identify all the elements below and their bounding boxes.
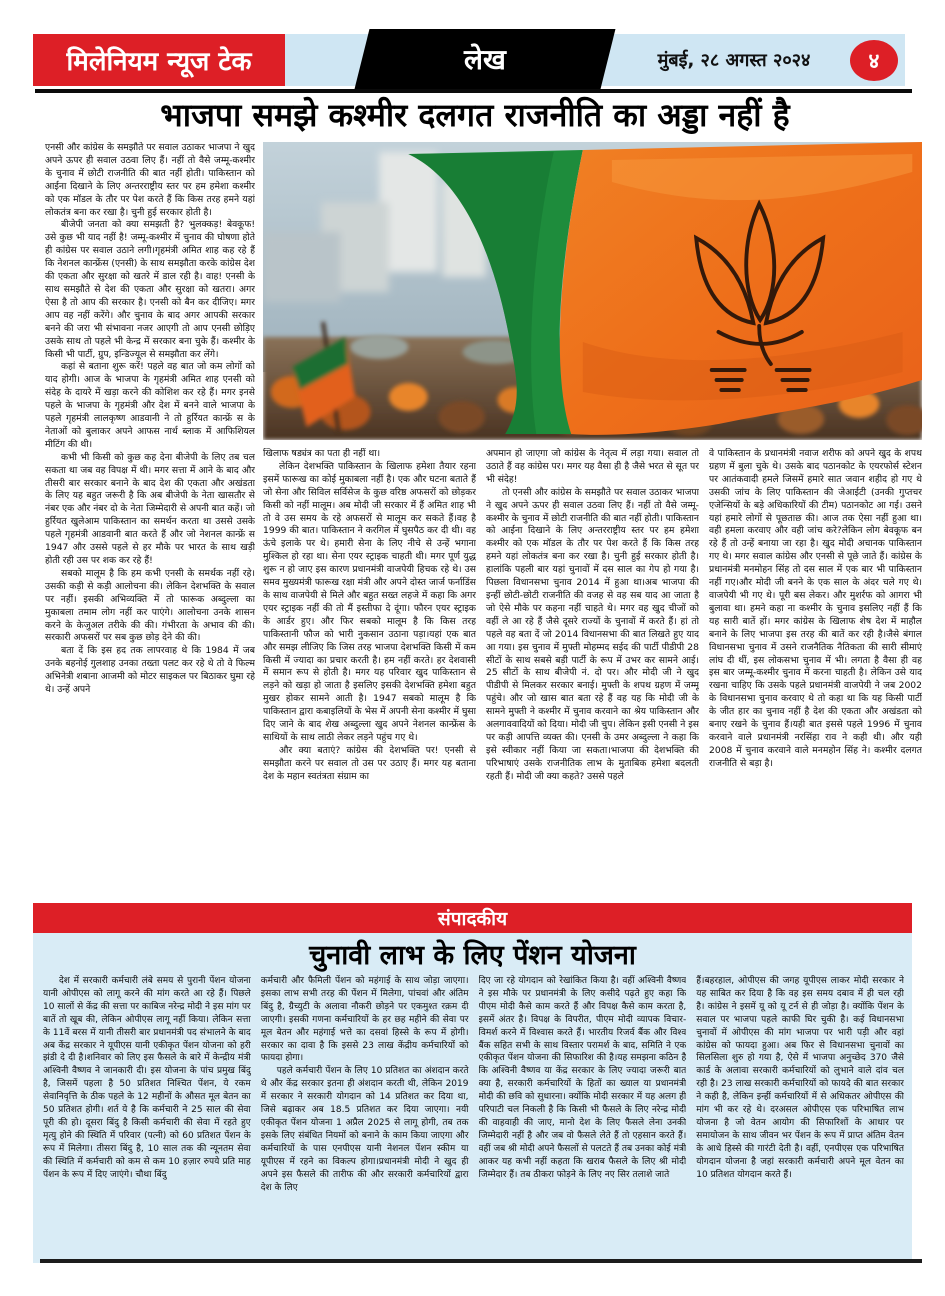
footer-rule xyxy=(40,1259,922,1263)
newspaper-logo xyxy=(33,34,285,86)
article-right-area xyxy=(263,142,922,903)
editorial-column-2 xyxy=(261,975,469,1255)
paragraph: एनसी और कांग्रेस के समझौते पर सवाल उठाकर भाजपा ने खुद अपने ऊपर ही सवाल उठवा लिए हैं। नहीं तो वैसे जम्मू-कश्मीर के चुनाव में छोटी राजनीति की बात नहीं होती। पाकिस्तान को आईना दिखाने के लिए अन्तरराष्ट्रीय स्तर पर हम हमेशा कश्मीर को एक मॉडल के तौर पर पेश करते हैं कि किस तरह हमने यहां लोकतंत्र बना कर रखा है। चुनी हुई सरकार होती है। xyxy=(45,142,255,218)
article-column-2 xyxy=(263,448,476,903)
article-column-1 xyxy=(45,142,255,903)
editorial-column-3 xyxy=(479,975,687,1255)
editorial-band xyxy=(33,903,912,933)
paragraph: अपमान हो जाएगा जो कांग्रेस के नेतृत्व में लड़ा गया। सवाल तो उठाते हैं वह कांग्रेस पर। मगर यह वैसा ही है जैसे भरत से सूत पर भी संदेह! xyxy=(486,448,699,485)
article-headline: भाजपा समझे कश्मीर दलगत राजनीति का अड्डा नहीं है xyxy=(160,96,790,134)
article-lower-columns xyxy=(263,448,922,903)
page-number: ४ xyxy=(868,48,880,73)
editorial-label: संपादकीय xyxy=(437,908,508,930)
paragraph: सबको मालूम है कि हम कभी एनसी के समर्थक नहीं रहे। उसकी कड़ी से कड़ी आलोचना की। लेकिन देशभक्ति के सवाल पर नहीं। इसकी अभिव्यक्ति में तो फारूक अब्दुल्ला का मुकाबला तमाम लोग नहीं कर पाएंगे। आलोचना उनके शासन करने के केजुअल तरीके की की। गंभीरता के अभाव की की। सरकारी अफसरों पर सब कुछ छोड़ देने की की। xyxy=(45,567,255,644)
page-number-badge xyxy=(850,40,898,81)
paragraph: और क्या बताएं? कांग्रेस की देशभक्ति पर! एनसी से समझौता करने पर सवाल तो उस पर उठाए हैं। मगर यह बताना देश के महान स्वतंत्रता संग्राम का xyxy=(263,744,476,782)
paragraph: बीजेपी जनता को क्या समझती है? भुलक्कड़! बेवकूफ! उसे कुछ भी याद नहीं है! जम्मू-कश्मीर में चुनाव की घोषणा होते ही कांग्रेस पर सवाल उठाने लगी।गृहमंत्री अमित शाह कह रहे हैं कि नेशनल कान्फ्रेंस (एनसी) के साथ समझौता करके कांग्रेस देश की एकता और सुरक्षा को खतरे में डाल रही है। वाह! एनसी के साथ समझौते से देश की एकता और सुरक्षा को खतरा। अगर ऐसा है तो आप की सरकार है। एनसी को बैन कर दीजिए। मगर आप वह नहीं करेंगे। और चुनाव के बाद अगर आपकी सरकार बनने की जरा भी संभावना नजर आएगी तो आप एनसी छोड़िए उसके साथ तो पहले भी केन्द्र में सरकार बना चुके हैं। कश्मीर के किसी भी पार्टी, ग्रुप, इन्डिज्यूल से समझौता कर लेंगे। xyxy=(45,219,255,360)
paragraph: कभी भी किसी को कुछ कह देना बीजेपी के लिए तब चल सकता था जब वह विपक्ष में थी। मगर सत्ता में आने के बाद और तीसरी बार सरकार बनाने के बाद देश की एकता और अखंडता के लिए यह बहुत जरूरी है कि अब बीजेपी के नेता खासतौर से नंबर एक और नंबर दो के नेता जिम्मेदारी से अपनी बात कहें। जो हुर्रियत खुलेआम पाकिस्तान का समर्थन करता था उससे उसके पहले गृहमंत्री आडवानी बात करते हैं और जो नेशनल कान्फ्रें स 1947 और उससे पहले से हर मौके पर भारत के साथ खड़ी होती रही उस पर शक कर रहे हैं! xyxy=(45,451,255,566)
paragraph: तो एनसी और कांग्रेस के समझौते पर सवाल उठाकर भाजपा ने खुद अपने ऊपर ही सवाल उठवा लिए हैं। नहीं तो वैसे जम्मू-कश्मीर के चुनाव में छोटी राजनीति की बात नहीं होती। पाकिस्तान को आईना दिखाने के लिए अन्तरराष्ट्रीय स्तर पर हम हमेशा कश्मीर को एक मॉडल के तौर पर पेश करते हैं कि किस तरह हमने यहां लोकतंत्र बना कर रखा है। चुनी हुई सरकार होती है। हालांकि पहली बार यहां चुनावों में दस साल का गेप हो गया है। पिछला विधानसभा चुनाव 2014 में हुआ था।अब भाजपा की इन्हीं छोटी-छोटी राजनीति की वजह से वह सब याद आ जाता है जो ऐसे मौके पर कहना नहीं चाहते थे। मगर वह खुद चीजों को वहीं ले आ रहे हैं जैसे दूसरे राज्यों के चुनावों में करते हैं। हां तो पहले वह बता दें जो 2014 विधानसभा की बात लिखते हुए याद आ गया। इस चुनाव में मुफ्ती मोहम्मद सईद की पार्टी पीडीपी 28 सीटों के साथ सबसे बड़ी पार्टी के रूप में उभर कर सामने आई। 25 सीटों के साथ बीजेपी नं. दो पर। और मोदी जी ने खुद पीडीपी से मिलकर सरकार बनाई। मुफ्ती के शपथ ग्रहण में जम्मू पहुंचे। और जो खास बात बता रहे हैं वह यह कि मोदी जी के सामने मुफ्ती ने कश्मीर में चुनाव करवाने का श्रेय पाकिस्तान और अलगाववादियों को दिया। मोदी जी चुप। लेकिन इसी एनसी ने इस पर कड़ी आपत्ति व्यक्त की। एनसी के उमर अब्दुल्ला ने कहा कि इसे स्वीकार नहीं किया जा सकता।भाजपा की देशभक्ति की परिभाषाएं उसके राजनीतिक लाभ के मुताबिक हमेशा बदलती रहती हैं। मोदी जी क्या कहते? उससे पहले xyxy=(486,486,699,782)
editorial-column-4 xyxy=(696,975,904,1255)
masthead-rule xyxy=(35,89,912,93)
paragraph: कहां से बताना शुरू करें! पहले वह बात जो कम लोगों को याद होगी। आज के भाजपा के गृहमंत्री अमित शाह एनसी को संदेह के दायरे में खड़ा करने की कोशिश कर रहे हैं। मगर इनसे पहले के भाजपा के गृहमंत्री और देश में बनने वाले भाजपा के पहले गृहमंत्री लालकृष्ण आडवानी ने तो हुर्रियत कान्फ्रें स के नेताओं को बुलाकर अपने आफस नार्थ ब्लाक में आफिशियल मीटिंग की थी। xyxy=(45,361,255,450)
paragraph: पहले कर्मचारी पेंशन के लिए 10 प्रतिशत का अंशदान करते थे और केंद्र सरकार इतना ही अंशदान करती थी, लेकिन 2019 में सरकार ने सरकारी योगदान को 14 प्रतिशत कर दिया था, जिसे बढ़ाकर अब 18.5 प्रतिशत कर दिया जाएगा। नयी एकीकृत पेंशन योजना 1 अप्रैल 2025 से लागू होगी, तब तक इसके लिए संबंधित नियमों को बनाने के काम किया जाएगा और कर्मचारियों के पास एनपीएस यानी नेशनल पेंशन स्कीम या यूपीएस में रहने का विकल्प होगा।प्रधानमंत्री मोदी ने खुद ही अपने इस फैसले की तारीफ की और सरकारी कर्मचारियों द्वारा देश के लिए xyxy=(260,1066,469,1193)
paragraph: बता दें कि इस हद तक लापरवाह थे कि 1984 में जब उनके बहनोई गुलशाह उनका तख्ता पलट कर रहे थे तो वे फिल्म अभिनेत्री शबाना आजमी को मोटर साइकल पर बिठाकर घुमा रहे थे। उन्हें अपने xyxy=(45,645,255,696)
bjp-flag-rally-photo xyxy=(263,142,922,440)
paragraph: हैं।बहरहाल, ओपीएस की जगह यूपीएस लाकर मोदी सरकार ने यह साबित कर दिया है कि वह इस समय दबाव में ही चल रही है। कांग्रेस ने इसमें यू को यू टर्न से ही जोड़ा है। क्योंकि पेंशन के सवाल पर भाजपा पहले काफी घिर चुकी है। कई विधानसभा चुनावों में ओपीएस की मांग भाजपा पर भारी पड़ी और वहां कांग्रेस को फायदा हुआ। अब फिर से विधानसभा चुनावों का सिलसिला शुरु हो गया है, ऐसे में भाजपा अनुच्छेद 370 जैसे कार्ड के अलावा सरकारी कर्मचारियों को लुभाने वाले दांव चल रही है। 23 लाख सरकारी कर्मचारियों को फायदे की बात सरकार ने कही है, लेकिन इन्हीं कर्मचारियों में से अधिकतर ओपीएस की मांग भी कर रहे थे। दरअसल ओपीएस एक परिभाषित लाभ योजना है जो वेतन आयोग की सिफारिशों के आधार पर समायोजन के साथ जीवन भर पेंशन के रूप में प्राप्त अंतिम वेतन के आधे हिस्से की गारंटी देती है। वहीं, एनपीएस एक परिभाषित योगदान योजना है जहां सरकारी कर्मचारी अपने मूल वेतन का 10 प्रतिशत योगदान करते हैं। xyxy=(696,976,904,1180)
bjp-flag-rally-photo-drawing xyxy=(263,142,922,440)
editorial-headline: चुनावी लाभ के लिए पेंशन योजना xyxy=(309,939,636,971)
paragraph: कर्मचारी और फैमिली पेंशन को महंगाई के साथ जोड़ा जाएगा। इसका लाभ सभी तरह की पेंशन में मिलेगा, पांचवां और अंतिम बिंदु है, ग्रैच्युटी के अलावा नौकरी छोड़ने पर एकमुश्त रक़म दी जाएगी। इसकी गणना कर्मचारियों के हर छह महीने की सेवा पर मूल बेतन और महंगाई भत्ते का दसवां हिस्से के रूप में होगी।सरकार का दावा है कि इससे 23 लाख केंद्रीय कर्मचारियों को फायदा होगा। xyxy=(260,976,469,1064)
editorial-section xyxy=(33,903,912,1263)
editorial-columns xyxy=(33,973,912,1255)
section-label: लेख xyxy=(464,43,506,76)
paragraph: खिलाफ षड्यंत्र का पता ही नहीं था। xyxy=(263,448,381,459)
article-body xyxy=(45,142,922,903)
paragraph: देश में सरकारी कर्मचारी लंबे समय से पुरानी पेंशन योजना यानी ओपीएस को लागू करने की मांग करते आ रहे हैं। पिछले 10 सालों से केंद्र की सत्ता पर काबिज नरेन्द्र मोदी ने इस मांग पर बातें तो खूब की, लेकिन ओपीएस लागू नहीं किया। लेकिन सत्ता के 11वें बरस में यानी तीसरी बार प्रधानमंत्री पद संभालने के बाद अब केंद्र सरकार ने यूपीएस यानी एकीकृत पेंशन योजना को हरी झंडी दे दी है।शनिवार को लिए इस फैसले के बारे में केन्द्रीय मंत्री अश्विनी वैष्णव ने जानकारी दी। इस योजना के पांच प्रमुख बिंदु है, जिसमें पहला है 50 प्रतिशत निश्चित पेंशन, ये रकम सेवानिवृत्ति के ठीक पहले के 12 महीनों के औसत मूल बेतन का 50 प्रतिशत होगी। शर्त ये है कि कर्मचारी ने 25 साल की सेवा पूरी की हो। दूसरा बिंदु है किसी कर्मचारी की सेवा में रहते हुए मृत्यु होने की स्थिति में परिवार (पत्नी) को 60 प्रतिशत पेंशन के रूप में मिलेगा। तीसरा बिंदु है, 10 साल तक की न्यूनतम सेवा की स्थिति में कर्मचारी को कम से कम 10 हज़ार रुपये प्रति माह पेंशन के रूप में दिए जाएंगे। चौथा बिंदु xyxy=(43,976,251,1180)
article-column-4 xyxy=(709,448,922,903)
paragraph: वे पाकिस्तान के प्रधानमंत्री नवाज शरीफ को अपने खुद के शपथ ग्रहण में बुला चुके थे। उसके बाद पठानकोट के एयरफोर्स स्टेशन पर आतंकवादी हमले जिसमें हमारे सात जवान शहीद हो गए थे उसकी जांच के लिए पाकिस्तान की जेआईटी (उनकी गुप्तचर एजेन्सियों के बड़े अधिकारियों की टीम) पठानकोट आ गई। उसने यहां हमारे लोगों से पूछताछ की। आज तक ऐसा नहीं हुआ था। वही हमला करवाए और वही जांच करे?लेकिन लोग बेवकूफ बन रहे हैं तो उन्हें बनाया जा रहा है। खुद मोदी अचानक पाकिस्तान गए थे। मगर सवाल कांग्रेस और एनसी से पूछे जाते हैं। कांग्रेस के प्रधानमंत्री मनमोहन सिंह तो दस साल में एक बार भी पाकिस्तान नहीं गए।और मोदी जी बनने के एक साल के अंदर चले गए थे। वाजपेयी भी गए थे। पूरी बस लेकर। और मुशर्रफ को आगरा भी बुलावा था। हमने कहा ना कश्मीर के चुनाव इसलिए नहीं हैं कि यह सारी बातें हों। मगर कांग्रेस के खिलाफ शेष देश में माहौल बनाने के लिए भाजपा इस तरह की बातें कर रही है।जैसे बंगाल विधानसभा चुनाव में उसने राजनैतिक नैतिकता की सारी सीमाएं लांघ दी थीं, इस लोकसभा चुनाव में भी। लगता है वैसा ही वह इस बार जम्मू-कश्मीर चुनाव में करना चाहती है। लेकिन उसे याद रखना चाहिए कि उसके पहले प्रधानमंत्री वाजपेयी ने जब 2002 के विधानसभा चुनाव करवाए थे तो कहा था कि यह किसी पार्टी के जीत हार का चुनाव नहीं है देश की एकता और अखंडता को बनाए रखने के चुनाव हैं।यही बात इससे पहले 1996 में चुनाव करवाने वाले प्रधानमंत्री नरसिंहा राव ने कही थी। और यही 2008 में चुनाव करवाने वाले मनमहोन सिंह ने। कश्मीर दलगत राजनीति से बड़ा है। xyxy=(709,448,922,769)
paragraph: दिए जा रहे योगदान को रेखांकित किया है। वहीं अश्विनी वैष्णव ने इस मौके पर प्रधानमंत्री के लिए कसीदे पढ़ते हुए कहा कि पीएम मोदी कैसे काम करते हैं और विपक्ष कैसे काम करता है, इसमें अंतर है। विपक्ष के विपरीत, पीएम मोदी व्यापक विचार-विमर्श करने में विश्वास करते हैं। भारतीय रिजर्व बैंक और विश्व बैंक सहित सभी के साथ विस्तार परामर्श के बाद, समिति ने एक एकीकृत पेंशन योजना की सिफारिश की है।यह समझना कठिन है कि अश्विनी वैष्णव या केंद्र सरकार के लिए ज्यादा जरूरी बात क्या है, सरकारी कर्मचारियों के हितों का ख्याल या प्रधानमंत्री मोदी की छवि को सुधारना। क्योंकि मोदी सरकार में यह अलग ही परिपाटी चल निकली है कि किसी भी फैसले के लिए नरेन्द्र मोदी की वाहवाही की जाए, मानो देश के लिए फैसले लेना उनकी जिम्मेदारी नहीं है और जब वो फैसले लेते हैं तो एहसान करते हैं। वहीं जब श्री मोदी अपने फैसलों से पलटते हैं तब उनका कोई मंत्री आकर यह कभी नहीं कहता कि खराब फैसले के लिए श्री मोदी जिम्मेदार हैं। तब ठीकरा फोड़ने के लिए नए सिर तलाशे जाते xyxy=(478,976,687,1180)
section-tag xyxy=(355,29,616,89)
editorial-column-1 xyxy=(43,975,251,1255)
dateline: मुंबई, २८ अगस्त २०२४ xyxy=(657,50,811,71)
newspaper-name: मिलेनियम न्यूज टेक xyxy=(66,47,252,77)
article-column-3 xyxy=(486,448,699,903)
paragraph: लेकिन देशभक्ति पाकिस्तान के खिलाफ हमेशा तैयार रहना इसमें फारूख का कोई मुकाबला नहीं है। एक और घटना बताते हैं जो सेना और सिविल सर्विसेज के कुछ वरिष्ठ अफसरों को छोड़कर किसी को नहीं मालूम। अब मोदी जी सरकार में हैं अमित शाह भी तो वे उस समय के रहे अफसरों से मालूम कर सकते हैं।वह है 1999 की बात। पाकिस्तान ने करगिल में घुसपैठ कर दी थी। वह ऊंचे इलाके पर थे। हमारी सेना के लिए नीचे से उन्हें भगाना मुश्किल हो रहा था। सेना एयर स्ट्राइक चाहती थी। मगर पूर्ण युद्ध शुरू न हो जाए इस कारण प्रधानमंत्री वाजपेयी हिचक रहे थे। उस समव मुख्यमंत्री फारूख रक्षा मंत्री और अपने दोस्त जार्ज फर्नाडिंस के साथ वाजपेयी से मिले और बहुत सख्त लहजे में कहा कि अगर एयर स्ट्राइक नहीं की तो मैं इस्तीफा दे दूंगा। फौरन एयर स्ट्राइक के आर्डर हुए। और फिर सबको मालूम है कि किस तरह पाकिस्तानी फौज को भारी नुकसान उठाना पड़ा।यहां एक बात और समझ लीजिए कि जिस तरह भाजपा देशभक्ति किसी में कम किसी में ज्यादा का प्रचार करती है। हम नहीं करते। हर देशवासी में समान रूप से होती है। मगर यह परिवार खुद पाकिस्तान से लड़ने को खड़ा हो जाता है इसलिए इसकी देशभक्ति हमेशा बहुत मुखर होकर सामने आती है। 1947 सबको मालूम है कि पाकिस्तान द्वारा कबाइलियों के भेस में अपनी सेना कश्मीर में घुसा दिए जाने के बाद शेख अब्दुल्ला खुद अपने नेशनल कान्फ्रेंस के साथियों के साथ लाठी लेकर लड़ने पहुंच गए थे। xyxy=(263,460,476,743)
